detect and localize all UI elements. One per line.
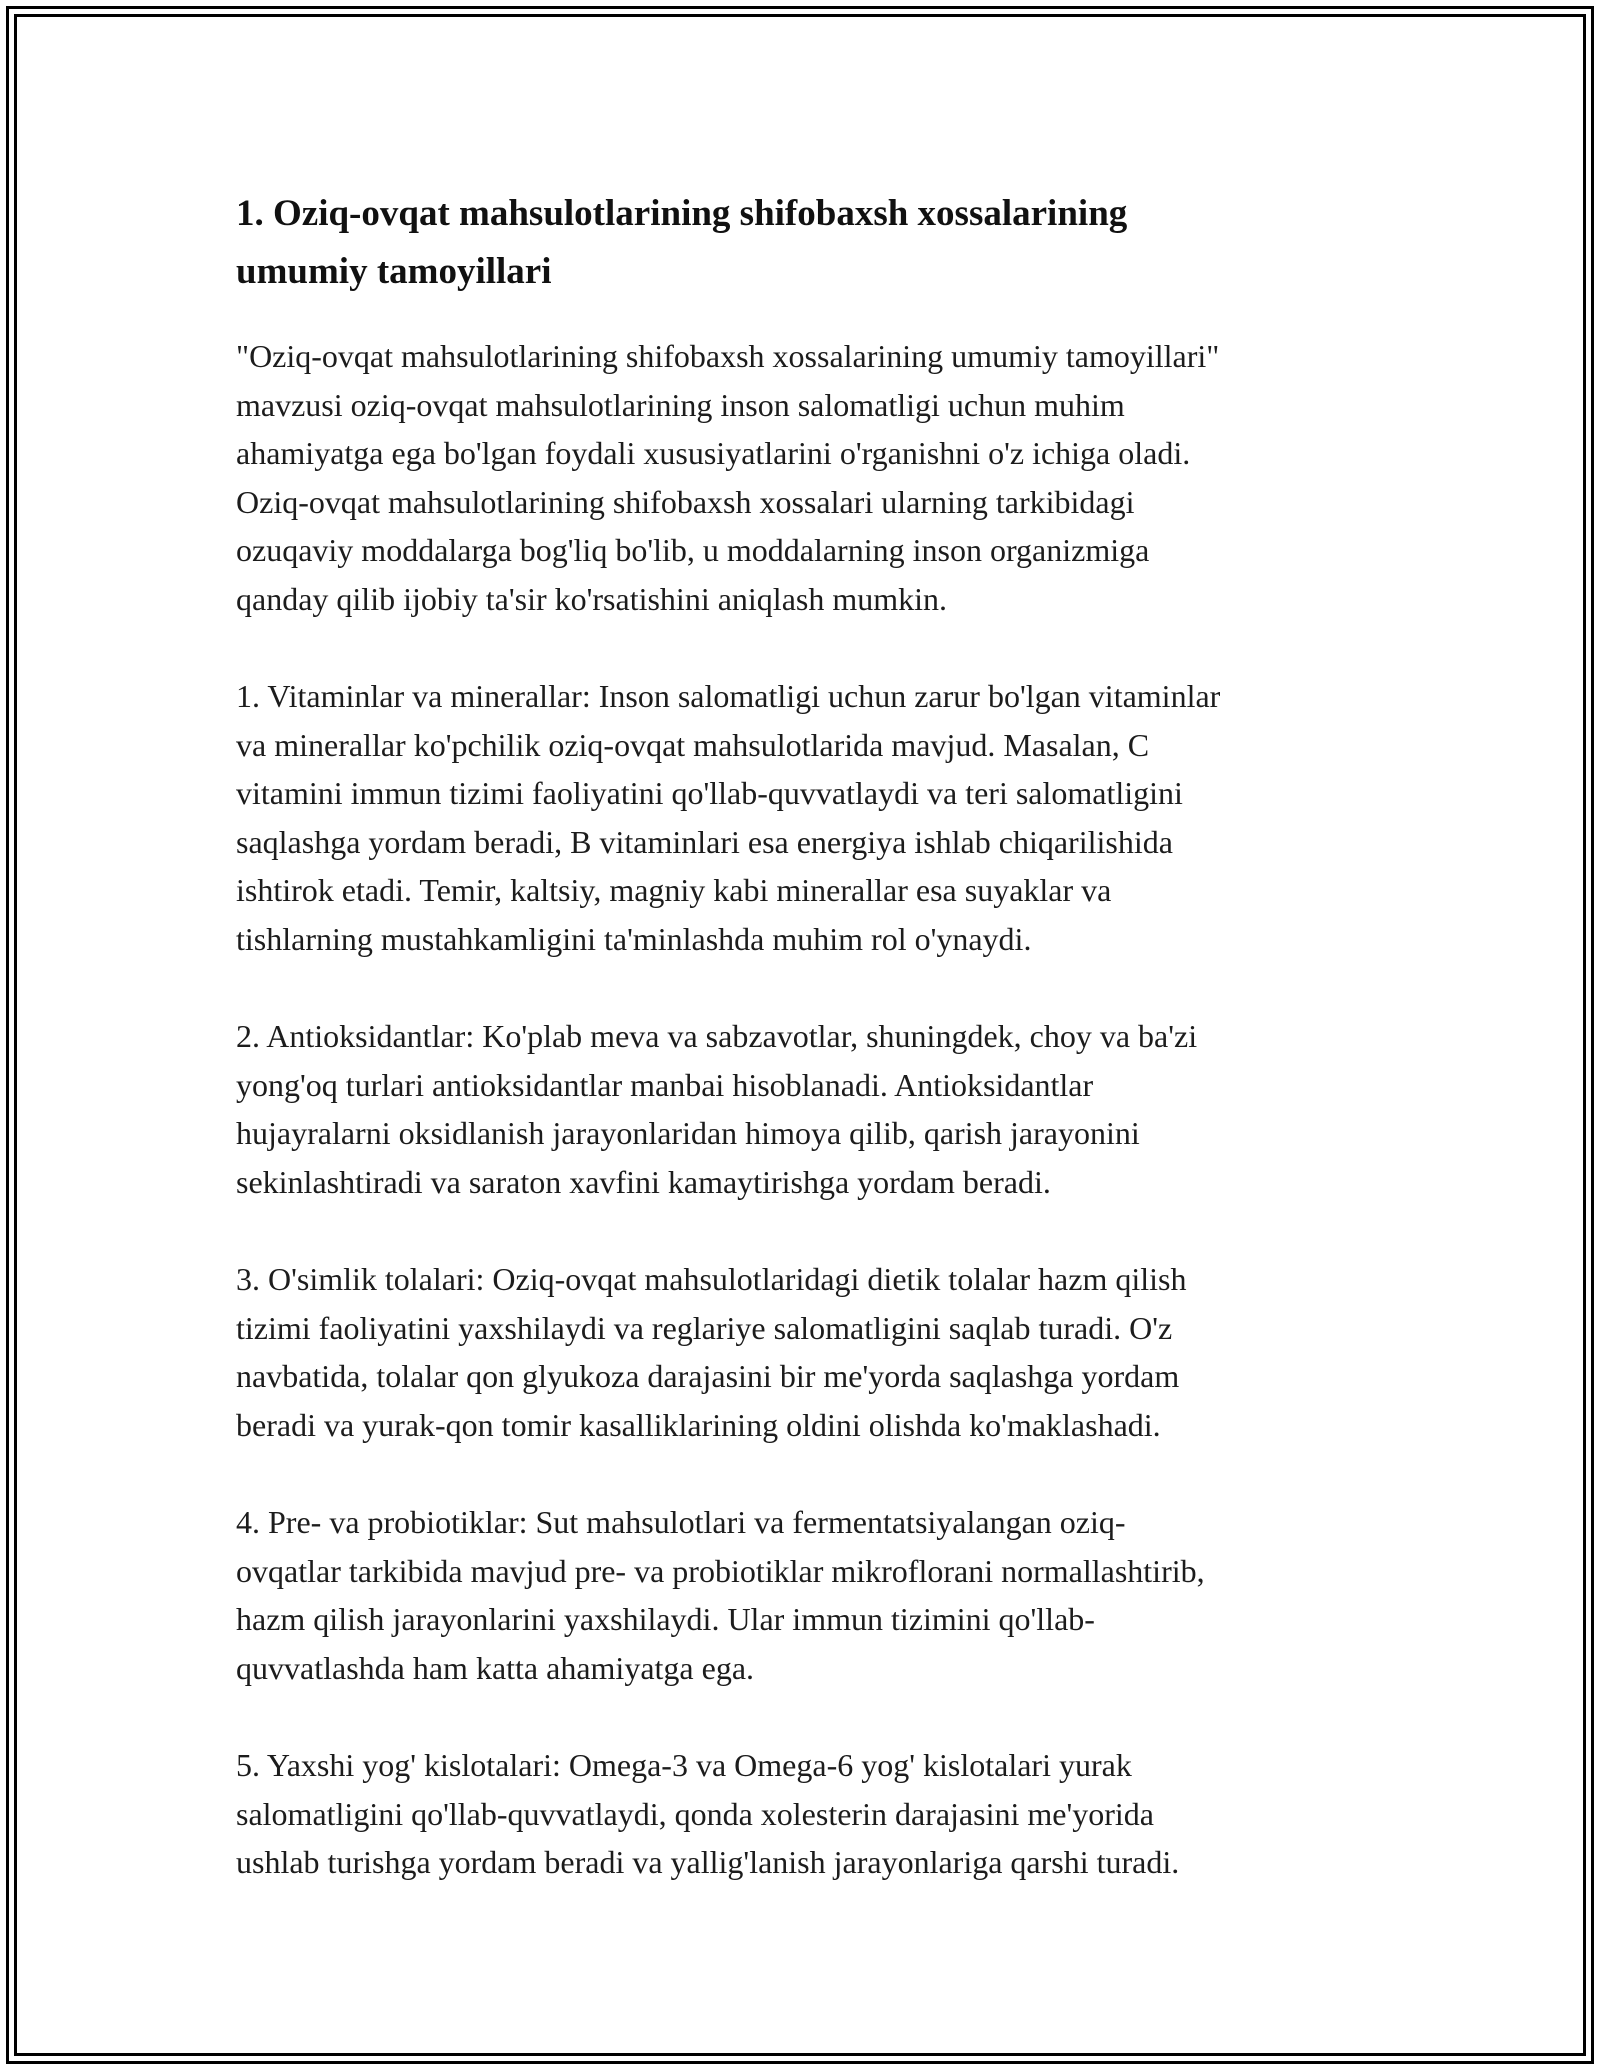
text-line: 5. Yaxshi yog' kislotalari: Omega-3 va Omega-6 yog' kislotalari yurak	[236, 1747, 1132, 1783]
text-line: ishtirok etadi. Temir, kaltsiy, magniy kabi minerallar esa suyaklar va	[236, 872, 1112, 908]
text-line: vitamini immun tizimi faoliyatini qo'llab-quvvatlaydi va teri salomatligini	[236, 775, 1183, 811]
text-line: 4. Pre- va probiotiklar: Sut mahsulotlari va fermentatsiyalangan oziq-	[236, 1504, 1126, 1540]
text-line: ushlab turishga yordam beradi va yallig'lanish jarayonlariga qarshi turadi.	[236, 1844, 1180, 1880]
text-line: ozuqaviy moddalarga bog'liq bo'lib, u moddalarning inson organizmiga	[236, 532, 1150, 568]
text-line: quvvatlashda ham katta ahamiyatga ega.	[236, 1649, 755, 1686]
section-vitamins-minerals	[236, 672, 1376, 963]
text-line: hujayralarni oksidlanish jarayonlaridan himoya qilib, qarish jarayonini	[236, 1115, 1140, 1151]
text-line: qanday qilib ijobiy ta'sir ko'rsatishini aniqlash mumkin.	[236, 580, 948, 617]
text-line: sekinlashtiradi va saraton xavfini kamaytirishga yordam beradi.	[236, 1163, 1051, 1200]
page-title	[236, 185, 1376, 301]
document-body	[236, 185, 1376, 1887]
text-line: navbatida, tolalar qon glyukoza darajasini bir me'yorda saqlashga yordam	[236, 1358, 1180, 1394]
text-line: ovqatlar tarkibida mavjud pre- va probiotiklar mikroflorani normallashtirib,	[236, 1552, 1205, 1589]
text-line: ahamiyatga ega bo'lgan foydali xususiyatlarini o'rganishni o'z ichiga oladi.	[236, 435, 1191, 471]
text-line: 3. O'simlik tolalari: Oziq-ovqat mahsulotlaridagi dietik tolalar hazm qilish	[236, 1261, 1187, 1297]
text-line: yong'oq turlari antioksidantlar manbai hisoblanadi. Antioksidantlar	[236, 1066, 1094, 1103]
text-line: saqlashga yordam beradi, B vitaminlari esa energiya ishlab chiqarilishida	[236, 823, 1173, 860]
text-line: 1. Vitaminlar va minerallar: Inson salomatligi uchun zarur bo'lgan vitaminlar	[236, 678, 1221, 714]
text-line: salomatligini qo'llab-quvvatlaydi, qonda xolesterin darajasini me'yorida	[236, 1795, 1154, 1832]
text-line: mavzusi oziq-ovqat mahsulotlarining inson salomatligi uchun muhim	[236, 386, 1125, 423]
title-line: 1. Oziq-ovqat mahsulotlarining shifobaxsh xossalarining	[236, 193, 1128, 234]
section-antioxidants	[236, 1012, 1376, 1206]
text-line: beradi va yurak-qon tomir kasalliklarining oldini olishda ko'maklashadi.	[236, 1406, 1161, 1443]
title-line: umumiy tamoyillari	[236, 251, 552, 292]
section-plant-fibers	[236, 1255, 1376, 1449]
text-line: 2. Antioksidantlar: Ko'plab meva va sabzavotlar, shuningdek, choy va ba'zi	[236, 1018, 1198, 1054]
text-line: va minerallar ko'pchilik oziq-ovqat mahsulotlarida mavjud. Masalan, C	[236, 726, 1150, 763]
text-line: Oziq-ovqat mahsulotlarining shifobaxsh xossalari ularning tarkibidagi	[236, 483, 1135, 520]
section-fatty-acids	[236, 1741, 1376, 1887]
text-line: tishlarning mustahkamligini ta'minlashda muhim rol o'ynaydi.	[236, 920, 1032, 957]
text-line: tizimi faoliyatini yaxshilaydi va reglariye salomatligini saqlab turadi. O'z	[236, 1309, 1173, 1346]
text-line: hazm qilish jarayonlarini yaxshilaydi. Ular immun tizimini qo'llab-	[236, 1601, 1095, 1637]
section-pre-probiotics	[236, 1498, 1376, 1692]
intro-paragraph	[236, 332, 1376, 623]
text-line: "Oziq-ovqat mahsulotlarining shifobaxsh xossalarining umumiy tamoyillari"	[236, 338, 1220, 374]
